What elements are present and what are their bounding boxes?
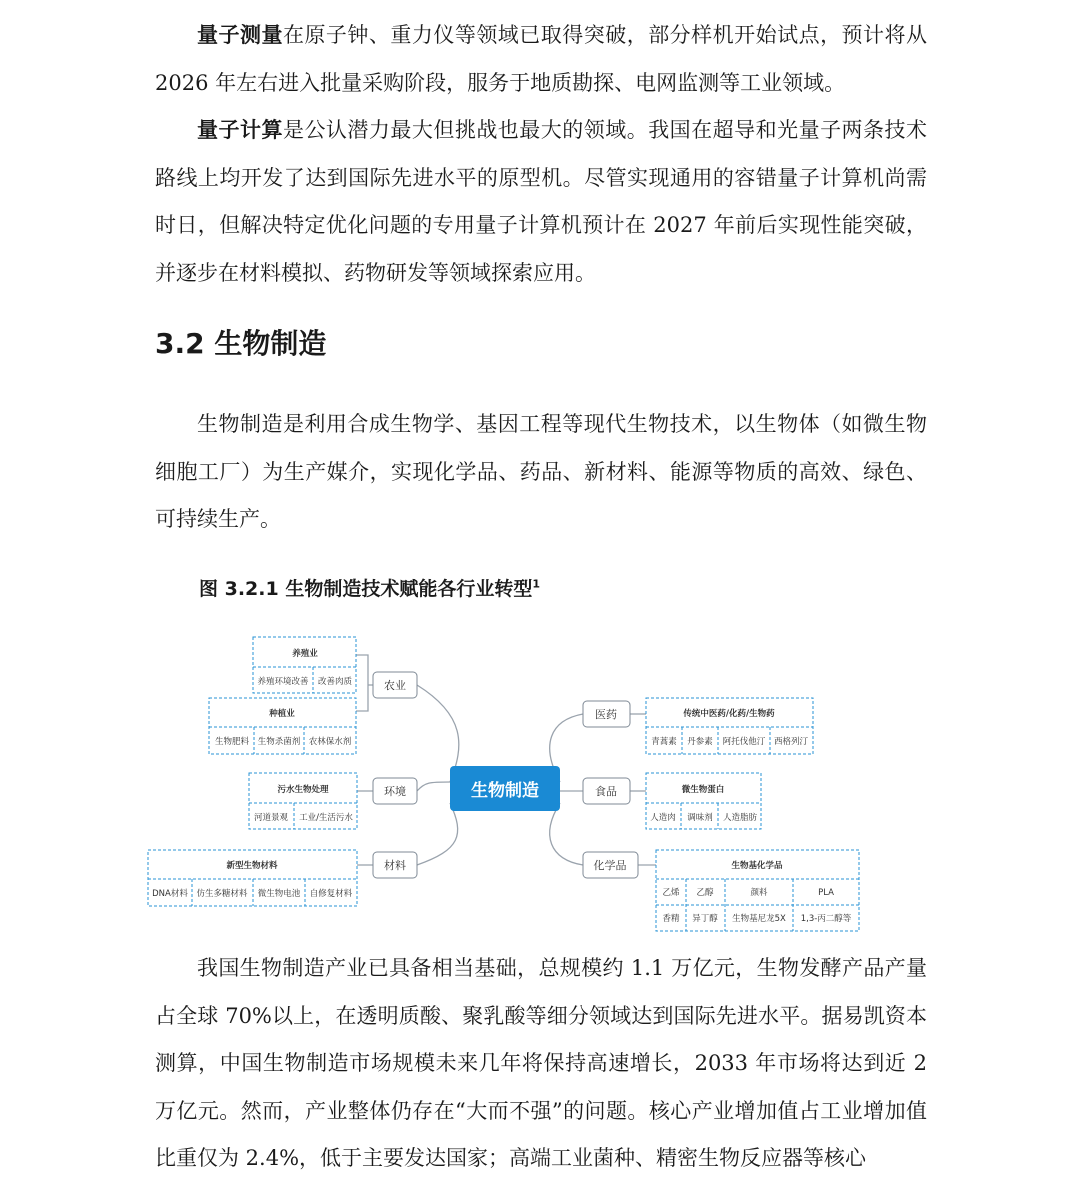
branch-chemicals-label: 化学品	[593, 859, 627, 872]
branch-chemicals	[583, 852, 638, 878]
paragraph-biomanufacturing-intro: 生物制造是利用合成生物学、基因工程等现代生物技术，以生物体（如微生物细胞工厂）为生产媒介，实现化学品、药品、新材料、能源等物质的高效、绿色、可持续生产。	[155, 412, 927, 531]
leaf-item: 改善肉质	[317, 677, 353, 687]
leaf-item: 仿生多糖材料	[196, 889, 248, 899]
leaf-item: 异丁醇	[692, 914, 718, 924]
branch-medicine	[583, 701, 630, 727]
leaf-item: 阿托伐他汀	[722, 737, 766, 747]
leaf-item: PLA	[818, 888, 834, 898]
paragraph-text: 是公认潜力最大但挑战也最大的领域。我国在超导和光量子两条技术路线上均开发了达到国际先进水平的原型机。尽管实现通用的容错量子计算机尚需时日，但解决特定优化问题的专用量子计算机预计在 2027 年前后实现性能突破，并逐步在材料模拟、药物研发等领域探索应用。	[155, 118, 928, 285]
leaf-item: 河道景观	[253, 813, 289, 823]
leaf-item: 农林保水剂	[308, 737, 352, 747]
figure-caption	[199, 574, 540, 601]
leaf-item: 香精	[662, 914, 680, 924]
leaf-item: 生物基尼龙5X	[732, 914, 786, 924]
group-title-planting: 种植业	[269, 709, 295, 719]
leaf-item: 养殖环境改善	[257, 677, 309, 687]
branch-materials-label: 材料	[384, 859, 406, 872]
group-title-newmat: 新型生物材料	[226, 861, 278, 871]
term-quantum-computing: 量子计算	[197, 118, 283, 142]
leaf-item: 青蒿素	[651, 737, 677, 747]
leaf-item: 颜料	[750, 888, 768, 898]
paragraph-industry-status: 我国生物制造产业已具备相当基础，总规模约 1.1 万亿元，生物发酵产品产量占全球 70%以上，在透明质酸、聚乳酸等细分领域达到国际先进水平。据易凯资本测算，中国生物制造市场规模未来几年将保持高速增长，2033 年市场将达到近 2 万亿元。然而，产业整体仍存在“大而不强”的问题。核心产业增加值占工业增加值比重仅为 2.4%，低于主要发达国家；高端工业菌种、精密生物反应器等核心	[155, 956, 927, 1170]
leaf-item: 人造脂肪	[722, 813, 758, 823]
branch-food	[583, 778, 630, 804]
leaf-item: 乙烯	[662, 888, 680, 898]
branch-agriculture	[373, 672, 417, 698]
leaf-item: 自修复材料	[309, 889, 353, 899]
mindmap-diagram	[140, 625, 865, 924]
leaf-item: 工业/生活污水	[299, 813, 353, 823]
branch-agriculture-label: 农业	[384, 679, 406, 692]
leaf-item: 微生物电池	[257, 889, 301, 899]
term-quantum-measurement: 量子测量	[197, 23, 283, 47]
paragraph-quantum-measurement	[155, 12, 927, 107]
leaf-item: 乙醇	[696, 888, 714, 898]
leaf-item: DNA材料	[152, 889, 188, 899]
mindmap-center-node	[450, 766, 560, 811]
group-title-protein: 微生物蛋白	[681, 785, 725, 795]
branch-food-label: 食品	[595, 785, 617, 798]
leaf-item: 1,3-丙二醇等	[800, 914, 852, 924]
group-title-sewage: 污水生物处理	[277, 785, 329, 795]
group-title-chem: 生物基化学品	[731, 861, 783, 871]
group-title-pharma: 传统中医药/化药/生物药	[683, 709, 775, 719]
footnote-marker: 1	[532, 577, 540, 591]
branch-environment	[373, 778, 417, 804]
leaf-item: 生物肥料	[214, 737, 250, 747]
figure-caption-text: 图 3.2.1 生物制造技术赋能各行业转型	[199, 578, 533, 600]
leaf-item: 人造肉	[650, 813, 676, 823]
paragraph-text: 在原子钟、重力仪等领域已取得突破，部分样机开始试点，预计将从 2026 年左右进入批量采购阶段，服务于地质勘探、电网监测等工业领域。	[155, 23, 928, 95]
leaf-item: 生物杀菌剂	[257, 737, 301, 747]
branch-medicine-label: 医药	[595, 708, 617, 721]
leaf-item: 调味剂	[687, 813, 713, 823]
center-node-label: 生物制造	[471, 781, 539, 801]
branch-materials	[373, 852, 417, 878]
leaf-item: 西格列汀	[773, 737, 809, 747]
leaf-item: 丹参素	[687, 737, 713, 747]
branch-environment-label: 环境	[384, 785, 406, 798]
group-title-breeding: 养殖业	[292, 649, 318, 659]
paragraph-quantum-computing	[155, 107, 927, 297]
section-heading: 3.2 生物制造	[155, 327, 327, 360]
